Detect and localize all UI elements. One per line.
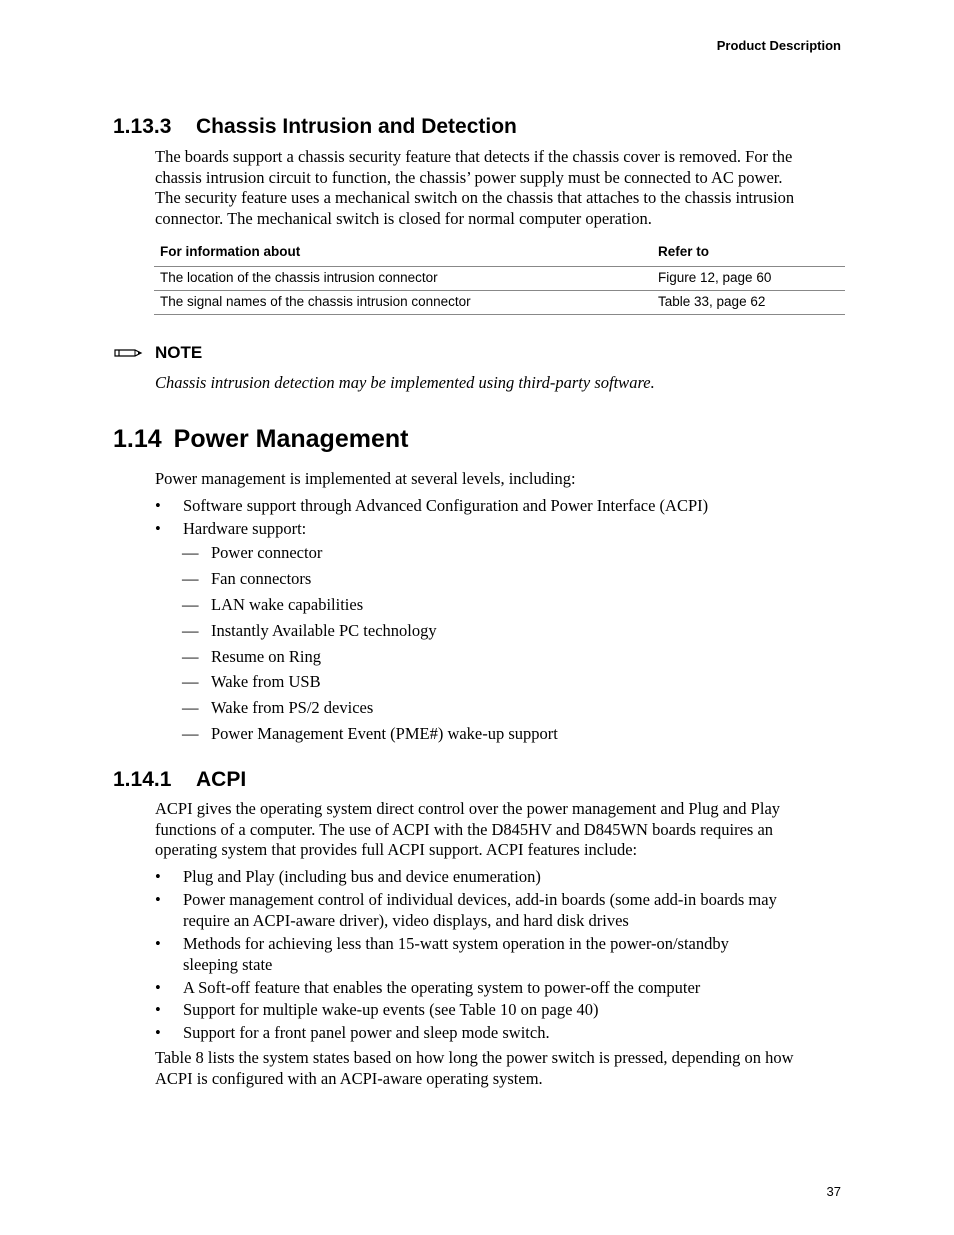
section-number: 1.13.3 xyxy=(113,115,172,138)
paragraph-line: Table 8 lists the system states based on how long the power switch is pressed, depending on how xyxy=(155,1048,794,1067)
list-item-text: Resume on Ring xyxy=(211,646,321,666)
note-label: NOTE xyxy=(155,343,203,362)
list-item xyxy=(155,1022,845,1044)
list-item-text: Wake from PS/2 devices xyxy=(211,698,374,718)
table-cell: Table 33, page 62 xyxy=(658,294,766,309)
paragraph-line: chassis intrusion circuit to function, the chassis’ power supply must be connected to AC power. xyxy=(155,167,783,187)
page-number: 37 xyxy=(826,1184,841,1199)
bullet-glyph: • xyxy=(155,1022,161,1042)
list-item-text: A Soft-off feature that enables the operating system to power-off the computer xyxy=(183,977,701,997)
running-header: Product Description xyxy=(716,38,841,53)
list-item-text: Power management control of individual devices, add-in boards (some add-in boards may xyxy=(183,889,777,909)
section-title: ACPI xyxy=(196,768,247,791)
bullet-glyph: • xyxy=(155,519,161,538)
dash-glyph: — xyxy=(182,568,199,588)
bullet-glyph: • xyxy=(155,496,161,515)
chassis-paragraph xyxy=(155,147,845,229)
table-cell: The signal names of the chassis intrusion connector xyxy=(160,294,471,309)
list-item xyxy=(182,647,558,673)
list-item xyxy=(182,672,558,698)
list-item-text: Software support through Advanced Configuration and Power Interface (ACPI) xyxy=(183,496,709,515)
paragraph-line: ACPI gives the operating system direct control over the power management and Plug and Play xyxy=(155,799,781,818)
table-cell: The location of the chassis intrusion connector xyxy=(160,270,438,285)
dash-glyph: — xyxy=(182,543,199,562)
dash-glyph: — xyxy=(182,698,199,718)
list-item-text: Fan connectors xyxy=(211,568,312,588)
table-cell: Figure 12, page 60 xyxy=(658,270,772,285)
acpi-paragraph xyxy=(155,799,845,861)
list-item xyxy=(182,543,558,569)
paragraph-line: Power management is implemented at several levels, including: xyxy=(155,469,576,488)
pencil-icon xyxy=(113,344,143,362)
bullet-glyph: • xyxy=(155,867,161,886)
dash-glyph: — xyxy=(182,646,199,666)
table-header-cell: Refer to xyxy=(658,244,710,259)
list-item-text: Instantly Available PC technology xyxy=(211,620,437,640)
list-item-text: Support for multiple wake-up events (see Table 10 on page 40) xyxy=(183,1000,599,1019)
section-heading-1-14 xyxy=(113,425,408,454)
list-item xyxy=(155,495,845,518)
list-item-text: sleeping state xyxy=(183,955,273,974)
list-item xyxy=(155,518,845,539)
list-item-text: Power Management Event (PME#) wake-up support xyxy=(211,724,558,744)
dash-glyph: — xyxy=(182,620,199,640)
paragraph-line: The boards support a chassis security feature that detects if the chassis cover is removed. For the xyxy=(155,147,793,166)
list-item-text: LAN wake capabilities xyxy=(211,594,364,614)
paragraph-line: functions of a computer. The use of ACPI with the D845HV and D845WN boards requires an xyxy=(155,819,774,839)
list-item xyxy=(182,698,558,724)
reference-table xyxy=(154,242,845,315)
paragraph-line: The security feature uses a mechanical switch on the chassis that attaches to the chassis intrusion xyxy=(155,188,795,207)
list-item xyxy=(155,977,845,999)
bullet-glyph: • xyxy=(155,977,161,997)
bullet-glyph: • xyxy=(155,889,161,909)
list-item xyxy=(155,889,845,932)
bullet-glyph: • xyxy=(155,1000,161,1019)
dash-glyph: — xyxy=(182,594,199,614)
list-item xyxy=(182,724,558,750)
list-item xyxy=(182,595,558,621)
list-item-text: Power connector xyxy=(211,543,323,562)
list-item-text: Support for a front panel power and sleep mode switch. xyxy=(183,1022,550,1042)
section-heading-1-13-3 xyxy=(113,115,517,139)
table-header-cell: For information about xyxy=(160,244,301,259)
list-item xyxy=(155,866,845,888)
section-title: Power Management xyxy=(173,425,409,453)
note-text: Chassis intrusion detection may be implemented using third-party software. xyxy=(155,373,655,392)
paragraph-line: ACPI is configured with an ACPI-aware operating system. xyxy=(155,1068,543,1088)
list-item-text: Plug and Play (including bus and device enumeration) xyxy=(183,867,541,886)
list-item-text: require an ACPI-aware driver), video displays, and hard disk drives xyxy=(183,911,629,930)
section-heading-1-14-1 xyxy=(113,768,246,792)
list-item xyxy=(155,933,845,976)
section-number: 1.14 xyxy=(113,425,162,453)
table-header-row xyxy=(154,242,845,267)
section-number: 1.14.1 xyxy=(113,768,172,791)
power-bullet-list xyxy=(155,495,845,539)
list-item xyxy=(182,621,558,647)
acpi-closing-paragraph xyxy=(155,1048,845,1089)
list-item-text: Hardware support: xyxy=(183,519,307,538)
list-item-text: Wake from USB xyxy=(211,672,321,692)
paragraph-line: connector. The mechanical switch is closed for normal computer operation. xyxy=(155,208,652,228)
hardware-support-list xyxy=(182,543,558,750)
dash-glyph: — xyxy=(182,672,199,692)
table-row xyxy=(154,267,845,291)
power-intro xyxy=(155,469,845,490)
paragraph-line: operating system that provides full ACPI support. ACPI features include: xyxy=(155,840,638,859)
list-item-text: Methods for achieving less than 15-watt system operation in the power-on/standby xyxy=(183,933,729,953)
list-item xyxy=(182,569,558,595)
section-title: Chassis Intrusion and Detection xyxy=(196,115,517,138)
table-row xyxy=(154,291,845,315)
bullet-glyph: • xyxy=(155,933,161,953)
dash-glyph: — xyxy=(182,724,199,744)
acpi-feature-list xyxy=(155,866,845,1043)
list-item xyxy=(155,999,845,1021)
